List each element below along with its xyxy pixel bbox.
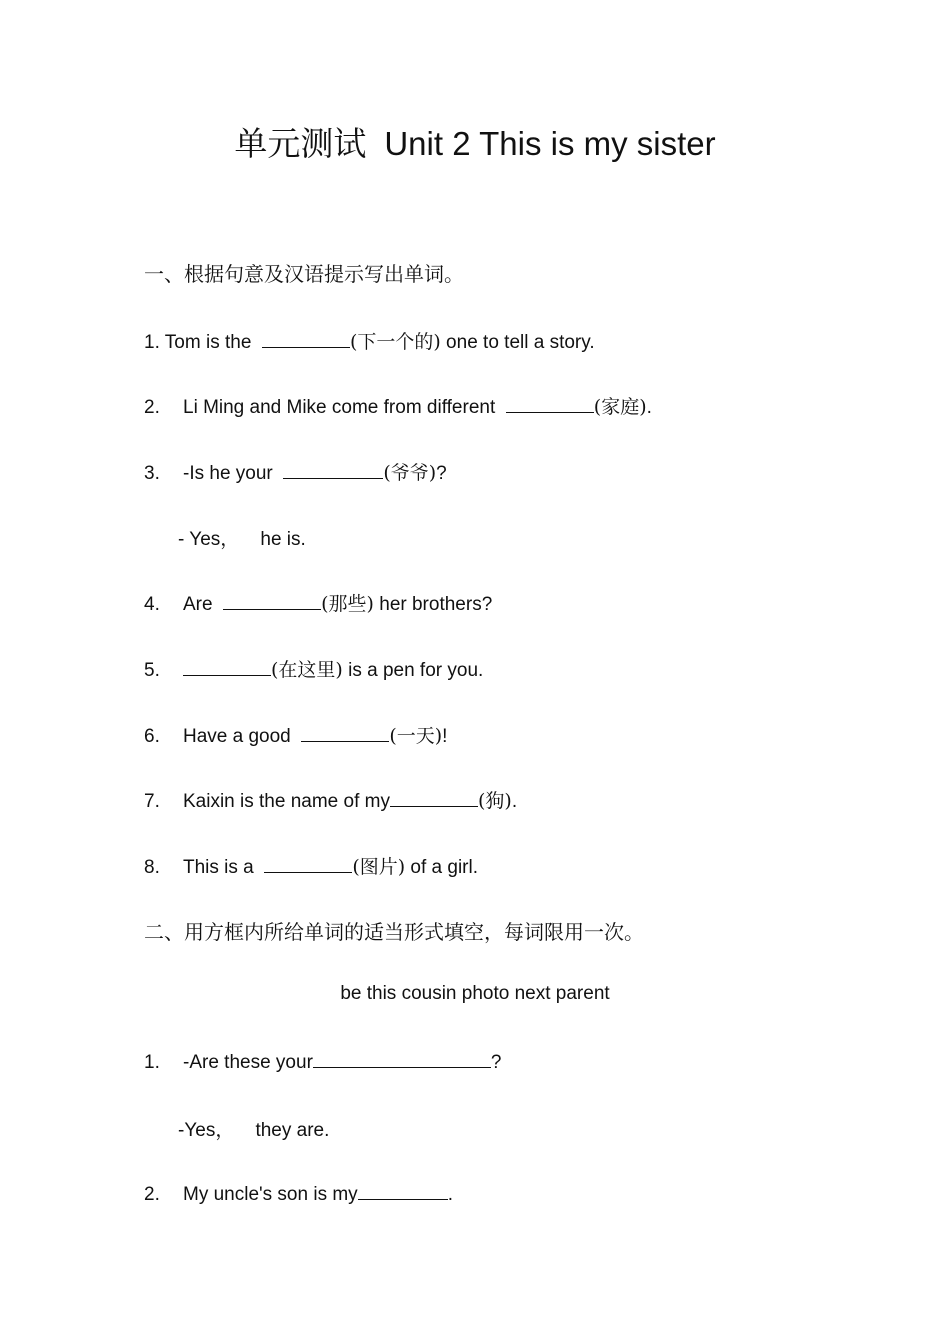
question-4 (144, 589, 492, 616)
chinese-hint: (家庭) (593, 396, 647, 418)
chinese-hint: (图片) (352, 856, 406, 878)
page-title (0, 118, 950, 165)
answer-blank[interactable] (262, 329, 350, 348)
answer-blank[interactable] (313, 1049, 491, 1068)
answer-blank[interactable] (506, 394, 594, 413)
chinese-hint: (在这里) (271, 659, 343, 681)
answer-blank[interactable] (390, 788, 478, 807)
question-text-after: ! (442, 726, 448, 747)
answer-blank[interactable] (264, 854, 352, 873)
question-number: 2. (144, 1184, 160, 1205)
question-number: 1. (144, 1052, 160, 1073)
chinese-hint: (那些) (321, 593, 374, 615)
question-text-before: Kaixin is the name of my (183, 791, 390, 812)
question-text-before: Tom is the (164, 332, 257, 353)
question-7 (144, 786, 517, 813)
question-text-after: of a girl. (405, 857, 479, 878)
answer-blank[interactable] (358, 1181, 448, 1200)
question-number: 6. (144, 726, 160, 747)
answer-blank[interactable] (223, 591, 321, 610)
chinese-hint: (下一个的) (349, 331, 441, 353)
section2-heading: 二、用方框内所给单词的适当形式填空，每词限用一次。 (144, 920, 644, 944)
question-2 (144, 392, 652, 419)
section2-question-1 (144, 1049, 501, 1074)
question-3-answer: - Yes， he is. (178, 529, 306, 550)
question-text-after: one to tell a story. (440, 332, 595, 353)
question-6 (144, 721, 447, 748)
answer-blank[interactable] (301, 723, 389, 742)
chinese-hint: (狗) (477, 790, 512, 812)
question-text-after: . (511, 791, 518, 812)
question-number: 2. (144, 397, 160, 418)
question-text-before: -Is he your (183, 463, 279, 484)
section1-heading: 一、根据句意及汉语提示写出单词。 (144, 262, 464, 286)
question-number: 4. (144, 594, 160, 615)
question-text-before: Have a good (183, 726, 297, 747)
question-text-before: Are (183, 594, 218, 615)
question-text-after: . (447, 1184, 453, 1205)
question-1 (144, 327, 595, 354)
question-text-before: My uncle's son is my (183, 1184, 358, 1205)
chinese-hint: (爷爷) (383, 462, 437, 484)
answer-blank[interactable] (183, 657, 271, 676)
question-text-after: is a pen for you. (342, 660, 484, 681)
question-number: 5. (144, 660, 160, 681)
answer-blank[interactable] (283, 460, 383, 479)
question-text-after: . (646, 397, 652, 418)
title-chinese: 单元测试 (234, 124, 367, 163)
question-number: 7. (144, 791, 160, 812)
question-text-after: ? (436, 463, 447, 484)
question-number: 1. (144, 332, 160, 353)
question-text-before: This is a (183, 857, 260, 878)
question-3 (144, 458, 447, 485)
section2-question-1-answer: -Yes， they are. (178, 1120, 330, 1141)
question-text-before: Li Ming and Mike come from different (183, 397, 501, 418)
question-8 (144, 852, 478, 879)
question-number: 3. (144, 463, 160, 484)
title-english: Unit 2 This is my sister (384, 125, 716, 162)
section2-question-2 (144, 1181, 453, 1206)
word-bank: be this cousin photo next parent (340, 983, 610, 1004)
question-text-after: ? (490, 1052, 502, 1073)
question-number: 8. (144, 857, 160, 878)
question-text-before: -Are these your (183, 1052, 313, 1073)
question-5 (144, 655, 483, 682)
chinese-hint: (一天) (389, 725, 443, 747)
question-text-after: her brothers? (373, 594, 493, 615)
